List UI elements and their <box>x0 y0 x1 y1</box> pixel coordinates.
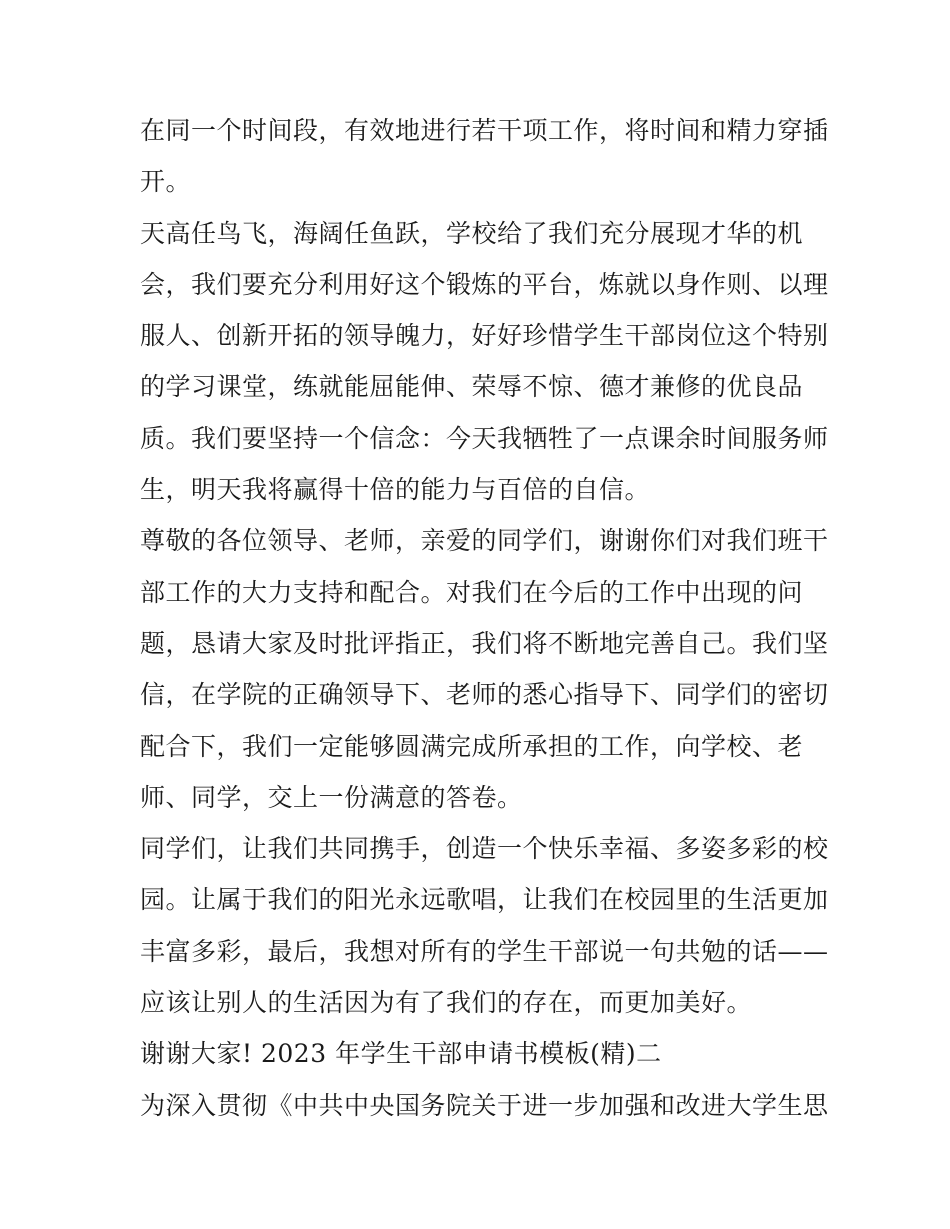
section-heading: 谢谢大家! 2023 年学生干部申请书模板(精)二 <box>140 1039 662 1069</box>
text-line: 开。 <box>140 167 192 197</box>
text-line: 丰富多彩，最后，我想对所有的学生干部说一句共勉的话—— <box>140 936 829 966</box>
text-line: 为深入贯彻《中共中央国务院关于进一步加强和改进大学生思 <box>140 1090 829 1120</box>
text-line: 在同一个时间段，有效地进行若干项工作，将时间和精力穿插 <box>140 116 829 145</box>
text-line: 会，我们要充分利用好这个锻炼的平台，炼就以身作则、以理 <box>140 269 829 299</box>
document-body <box>140 105 829 1131</box>
text-line: 部工作的大力支持和配合。对我们在今后的工作中出现的问 <box>140 577 804 607</box>
text-line: 师、同学，交上一份满意的答卷。 <box>140 782 523 812</box>
text-line: 天高任鸟飞，海阔任鱼跃，学校给了我们充分展现才华的机 <box>140 218 804 248</box>
text-line: 信，在学院的正确领导下、老师的悉心指导下、同学们的密切 <box>140 680 829 710</box>
text-line: 尊敬的各位领导、老师，亲爱的同学们，谢谢你们对我们班干 <box>140 526 829 556</box>
text-line: 应该让别人的生活因为有了我们的存在，而更加美好。 <box>140 988 753 1018</box>
text-line: 生，明天我将赢得十倍的能力与百倍的自信。 <box>140 475 651 505</box>
text-line: 质。我们要坚持一个信念：今天我牺牲了一点课余时间服务师 <box>140 423 829 453</box>
text-line: 配合下，我们一定能够圆满完成所承担的工作，向学校、老 <box>140 731 804 761</box>
text-line: 服人、创新开拓的领导魄力，好好珍惜学生干部岗位这个特别 <box>140 321 829 351</box>
text-line: 题，恳请大家及时批评指正，我们将不断地完善自己。我们坚 <box>140 628 829 658</box>
text-line: 的学习课堂，练就能屈能伸、荣辱不惊、德才兼修的优良品 <box>140 372 804 402</box>
text-line: 同学们，让我们共同携手，创造一个快乐幸福、多姿多彩的校 <box>140 834 829 864</box>
text-line: 园。让属于我们的阳光永远歌唱，让我们在校园里的生活更加 <box>140 885 829 915</box>
